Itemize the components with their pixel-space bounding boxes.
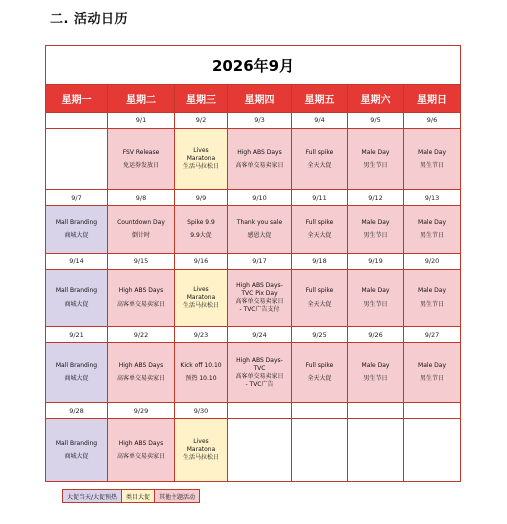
event-line: 男生节日 bbox=[420, 375, 445, 383]
event-line: Lives bbox=[193, 438, 209, 446]
event-line: 男生节日 bbox=[363, 161, 388, 169]
event-cell bbox=[108, 128, 175, 190]
event-cell bbox=[228, 269, 292, 326]
weekday-saturday: 星期六 bbox=[348, 85, 404, 113]
event-line: Lives bbox=[193, 147, 209, 154]
event-row bbox=[46, 206, 461, 254]
event-row bbox=[46, 269, 461, 326]
date-cell: 9/26 bbox=[348, 327, 404, 343]
date-cell: 9/9 bbox=[175, 190, 228, 206]
event-cell bbox=[175, 206, 228, 254]
event-line: High ABS Days bbox=[118, 362, 164, 370]
date-cell: 9/22 bbox=[108, 327, 175, 343]
date-cell: 9/2 bbox=[175, 113, 228, 129]
event-line: Full spike bbox=[305, 148, 334, 156]
date-cell: 9/8 bbox=[108, 190, 175, 206]
legend-item-promo: 大促当天/大促预热 bbox=[63, 490, 122, 503]
event-line: Mall Branding bbox=[55, 219, 98, 227]
date-cell: 9/12 bbox=[348, 190, 404, 206]
date-cell: 9/16 bbox=[175, 253, 228, 269]
event-cell bbox=[292, 206, 348, 254]
event-cell bbox=[175, 343, 228, 403]
event-cell bbox=[348, 269, 404, 326]
date-cell: 9/14 bbox=[46, 253, 108, 269]
date-cell: 9/20 bbox=[404, 253, 461, 269]
date-cell: 9/21 bbox=[46, 327, 108, 343]
event-line: 全天大促 bbox=[307, 161, 332, 169]
weekday-sunday: 星期日 bbox=[404, 85, 461, 113]
calendar-body bbox=[46, 113, 461, 482]
event-cell bbox=[108, 269, 175, 326]
event-cell bbox=[175, 269, 228, 326]
event-line: 商城大促 bbox=[64, 300, 89, 308]
event-line: TVC bbox=[253, 364, 266, 372]
event-line: 男生节日 bbox=[420, 300, 445, 308]
event-line: High ABS Days bbox=[237, 148, 282, 156]
date-cell: 9/6 bbox=[404, 113, 461, 129]
event-row bbox=[46, 419, 461, 482]
event-line: Male Day bbox=[418, 362, 447, 370]
event-line: High ABS Days- bbox=[236, 281, 283, 289]
weekday-wednesday: 星期三 bbox=[175, 85, 228, 113]
event-line: Male Day bbox=[418, 287, 447, 295]
date-row bbox=[46, 327, 461, 343]
event-cell bbox=[292, 128, 348, 190]
event-cell bbox=[46, 419, 108, 482]
event-line: Male Day bbox=[361, 287, 390, 295]
event-line: Lives bbox=[193, 285, 209, 293]
date-cell: 9/3 bbox=[228, 113, 292, 129]
event-cell bbox=[348, 419, 404, 482]
event-cell bbox=[404, 343, 461, 403]
event-cell bbox=[292, 419, 348, 482]
date-row bbox=[46, 403, 461, 419]
event-row bbox=[46, 343, 461, 403]
event-line: FSV Release bbox=[122, 148, 160, 156]
event-line: Male Day bbox=[361, 148, 390, 156]
event-row bbox=[46, 128, 461, 190]
date-cell: 9/7 bbox=[46, 190, 108, 206]
date-cell bbox=[46, 113, 108, 129]
event-line: 商城大促 bbox=[64, 452, 89, 460]
event-cell bbox=[404, 419, 461, 482]
event-cell bbox=[292, 269, 348, 326]
event-cell bbox=[46, 269, 108, 326]
weekday-thursday: 星期四 bbox=[228, 85, 292, 113]
event-line: 男生节日 bbox=[363, 232, 388, 240]
event-cell bbox=[348, 206, 404, 254]
calendar-title: 2026年9月 bbox=[46, 46, 461, 85]
event-line: 生活马拉松日 bbox=[182, 454, 219, 462]
event-cell bbox=[404, 128, 461, 190]
date-cell: 9/23 bbox=[175, 327, 228, 343]
weekday-tuesday: 星期二 bbox=[108, 85, 175, 113]
date-cell: 9/15 bbox=[108, 253, 175, 269]
event-line: High ABS Days bbox=[118, 439, 164, 447]
event-line: 高客单交易卖家日 bbox=[116, 375, 165, 383]
date-cell bbox=[228, 403, 292, 419]
event-line: 倒计时 bbox=[131, 232, 150, 240]
event-line: Countdown Day bbox=[117, 219, 165, 227]
event-line: Full spike bbox=[305, 362, 334, 370]
event-cell bbox=[228, 343, 292, 403]
event-line: 高客单交易卖家日 bbox=[235, 372, 284, 380]
event-cell bbox=[46, 343, 108, 403]
event-line: Spike 9.9 bbox=[187, 219, 215, 227]
date-cell: 9/30 bbox=[175, 403, 228, 419]
weekday-friday: 星期五 bbox=[292, 85, 348, 113]
date-cell: 9/10 bbox=[228, 190, 292, 206]
event-line: 男生节日 bbox=[363, 300, 388, 308]
event-line: 男生节日 bbox=[363, 375, 388, 383]
event-line: Thank you sale bbox=[236, 219, 283, 227]
date-cell: 9/17 bbox=[228, 253, 292, 269]
date-cell: 9/24 bbox=[228, 327, 292, 343]
section-title: 二. 活动日历 bbox=[50, 12, 128, 27]
event-line: 免运券发放日 bbox=[122, 161, 159, 169]
date-cell bbox=[404, 403, 461, 419]
date-cell: 9/1 bbox=[108, 113, 175, 129]
weekday-monday: 星期一 bbox=[46, 85, 108, 113]
event-line: 全天大促 bbox=[307, 375, 332, 383]
event-line: 高客单交易卖家日 bbox=[116, 300, 165, 308]
event-line: 高客单交易卖家日 bbox=[235, 161, 284, 169]
event-cell bbox=[175, 128, 228, 190]
event-line: 9.9大促 bbox=[190, 232, 212, 240]
event-line: Mall Branding bbox=[55, 362, 98, 370]
event-line: High ABS Days- bbox=[236, 356, 283, 364]
event-line: 生活马拉松日 bbox=[182, 163, 219, 171]
date-cell: 9/5 bbox=[348, 113, 404, 129]
event-line: 预热 10.10 bbox=[185, 375, 217, 383]
event-line: 全天大促 bbox=[307, 300, 332, 308]
legend-item-category: 类目大促 bbox=[122, 490, 155, 503]
event-line: 高客单交易卖家日 bbox=[116, 452, 165, 460]
event-line: 高客单交易卖家日 bbox=[235, 298, 284, 305]
event-line: 男生节日 bbox=[420, 232, 445, 240]
event-line: TVC Pix Day bbox=[241, 289, 278, 297]
event-cell bbox=[404, 269, 461, 326]
activity-calendar bbox=[45, 45, 461, 482]
event-line: Full spike bbox=[305, 219, 334, 227]
event-cell bbox=[292, 343, 348, 403]
event-cell bbox=[46, 128, 108, 190]
event-line: Kick off 10.10 bbox=[180, 362, 222, 370]
event-line: High ABS Days bbox=[118, 287, 164, 295]
event-line: 全天大促 bbox=[307, 232, 332, 240]
date-row bbox=[46, 253, 461, 269]
event-line: Maratona bbox=[186, 155, 216, 163]
event-cell bbox=[175, 419, 228, 482]
event-cell bbox=[348, 128, 404, 190]
date-cell: 9/4 bbox=[292, 113, 348, 129]
date-cell bbox=[292, 403, 348, 419]
event-cell bbox=[46, 206, 108, 254]
event-line: - TVC广告支付 bbox=[239, 306, 280, 314]
date-row bbox=[46, 190, 461, 206]
event-line: - TVC广告 bbox=[245, 380, 274, 388]
event-line: 生活马拉松日 bbox=[182, 302, 219, 310]
date-cell: 9/11 bbox=[292, 190, 348, 206]
date-cell: 9/27 bbox=[404, 327, 461, 343]
date-cell: 9/29 bbox=[108, 403, 175, 419]
event-cell bbox=[348, 343, 404, 403]
date-cell: 9/25 bbox=[292, 327, 348, 343]
event-line: Male Day bbox=[361, 219, 390, 227]
event-cell bbox=[108, 343, 175, 403]
event-cell bbox=[108, 419, 175, 482]
date-row bbox=[46, 113, 461, 129]
date-cell: 9/18 bbox=[292, 253, 348, 269]
event-line: 男生节日 bbox=[420, 161, 445, 169]
event-line: Male Day bbox=[361, 362, 390, 370]
event-cell bbox=[404, 206, 461, 254]
event-line: 感恩大促 bbox=[247, 232, 272, 240]
date-cell: 9/13 bbox=[404, 190, 461, 206]
date-cell: 9/19 bbox=[348, 253, 404, 269]
event-line: Maratona bbox=[186, 293, 216, 301]
event-line: Male Day bbox=[418, 219, 447, 227]
event-line: Maratona bbox=[186, 446, 216, 454]
legend bbox=[62, 489, 200, 503]
date-cell bbox=[348, 403, 404, 419]
event-line: Mall Branding bbox=[55, 287, 98, 295]
date-cell: 9/28 bbox=[46, 403, 108, 419]
event-line: Male Day bbox=[418, 148, 447, 156]
event-cell bbox=[228, 419, 292, 482]
event-cell bbox=[228, 128, 292, 190]
event-line: Mall Branding bbox=[55, 439, 98, 447]
event-line: 商城大促 bbox=[64, 375, 89, 383]
event-cell bbox=[228, 206, 292, 254]
event-cell bbox=[108, 206, 175, 254]
event-line: 商城大促 bbox=[64, 232, 89, 240]
event-line: Full spike bbox=[305, 287, 334, 295]
legend-item-other: 其他主题活动 bbox=[155, 490, 200, 503]
